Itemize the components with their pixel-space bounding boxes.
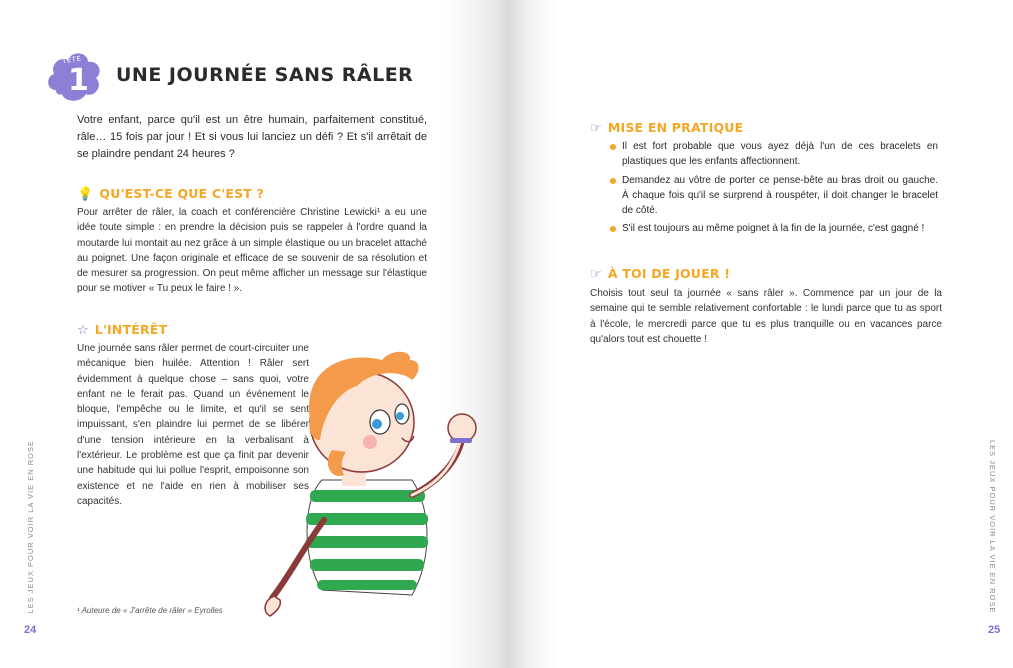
intro-paragraph: Votre enfant, parce qu'il est un être humain, parfaitement constitué, râle… 15 fois par jour ! Et si vous lui lanciez un défi ? Et s'il arrêtait de se plaindre pendant 24 heures ? [77, 114, 427, 160]
pointing-hand-icon: ☞ [590, 121, 602, 136]
page-right [506, 0, 1013, 668]
section-heading-text: MISE EN PRATIQUE [607, 120, 744, 135]
footnote: ¹ Auteure de « J'arrête de râler » Eyrolles [77, 606, 223, 615]
page-left [0, 0, 506, 668]
section-heading-text: QU'EST-CE QUE C'EST ? [99, 186, 265, 201]
pointing-hand-icon: ☞ [590, 267, 602, 282]
badge-number: 1 [68, 63, 89, 98]
list-item: Demandez au vôtre de porter ce pense-bête au bras droit ou gauche. À chaque fois qu'il se surprend à rouspéter, il doit changer le bracelet de côté. [610, 173, 938, 219]
section-body-what: Pour arrêter de râler, la coach et conférencière Christine Lewicki¹ a eu une idée toute simple : en prendre la décision puis se rappeler à l'ordre quand la moutarde lui montait au nez grâce à un simple élastique ou un bracelet attaché au poignet. Une façon originale et efficace de se souvenir de sa résolution et de mesurer sa progression. On peut même afficher un message sur l'élastique pour se motiver « Tu peux le faire ! ». [77, 207, 427, 295]
star-icon: ☆ [77, 323, 89, 338]
list-item: S'il est toujours au même poignet à la fin de la journée, c'est gagné ! [610, 221, 938, 236]
list-item: Il est fort probable que vous ayez déjà l'un de ces bracelets en plastiques que les enfants affectionnent. [610, 139, 938, 170]
section-heading-practice [590, 120, 743, 136]
running-title-right: LES JEUX POUR VOIR LA VIE EN ROSE [988, 440, 997, 614]
section-heading-text: À TOI DE JOUER ! [607, 266, 731, 281]
badge-label: TÊTE [61, 54, 82, 66]
section-body-interest: Une journée sans râler permet de court-circuiter une mécanique bien huilée. Attention ! Râler sert évidemment à quelque chose – sans quoi, votre enfant ne le ferait pas. Quand un événement le bloque, l'empêche ou le limite, et qu'il se sent impuissant, s'en plaindre lui permet de se libérer d'une tension intérieure en la verbalisant à l'extérieur. Le problème est que ça finit par devenir une habitude qui lui pollue l'esprit, empoisonne son existence et ne l'aide en rien à mobiliser ses capacités. [77, 343, 309, 507]
section-heading-your-turn [590, 266, 730, 282]
page-title: UNE JOURNÉE SANS RÂLER [116, 64, 414, 86]
section-heading-what [77, 186, 264, 202]
section-body-your-turn: Choisis tout seul ta journée « sans râler ». Commence par un jour de la semaine qui te semble relativement confortable : le lundi parce que tu as sport à l'école, le mercredi parce que tu es plus tranquille ou en vacances parce qu'alors tout est chouette ! [590, 288, 942, 345]
chapter-badge [44, 46, 106, 108]
page-number-left: 24 [24, 624, 37, 636]
lightbulb-icon: 💡 [77, 187, 94, 202]
section-heading-text: L'INTÉRÊT [94, 322, 168, 337]
practice-list [610, 139, 938, 240]
section-heading-interest [77, 322, 167, 338]
running-title-left: LES JEUX POUR VOIR LA VIE EN ROSE [26, 440, 35, 614]
child-illustration [262, 330, 502, 630]
page-number-right: 25 [988, 624, 1001, 636]
